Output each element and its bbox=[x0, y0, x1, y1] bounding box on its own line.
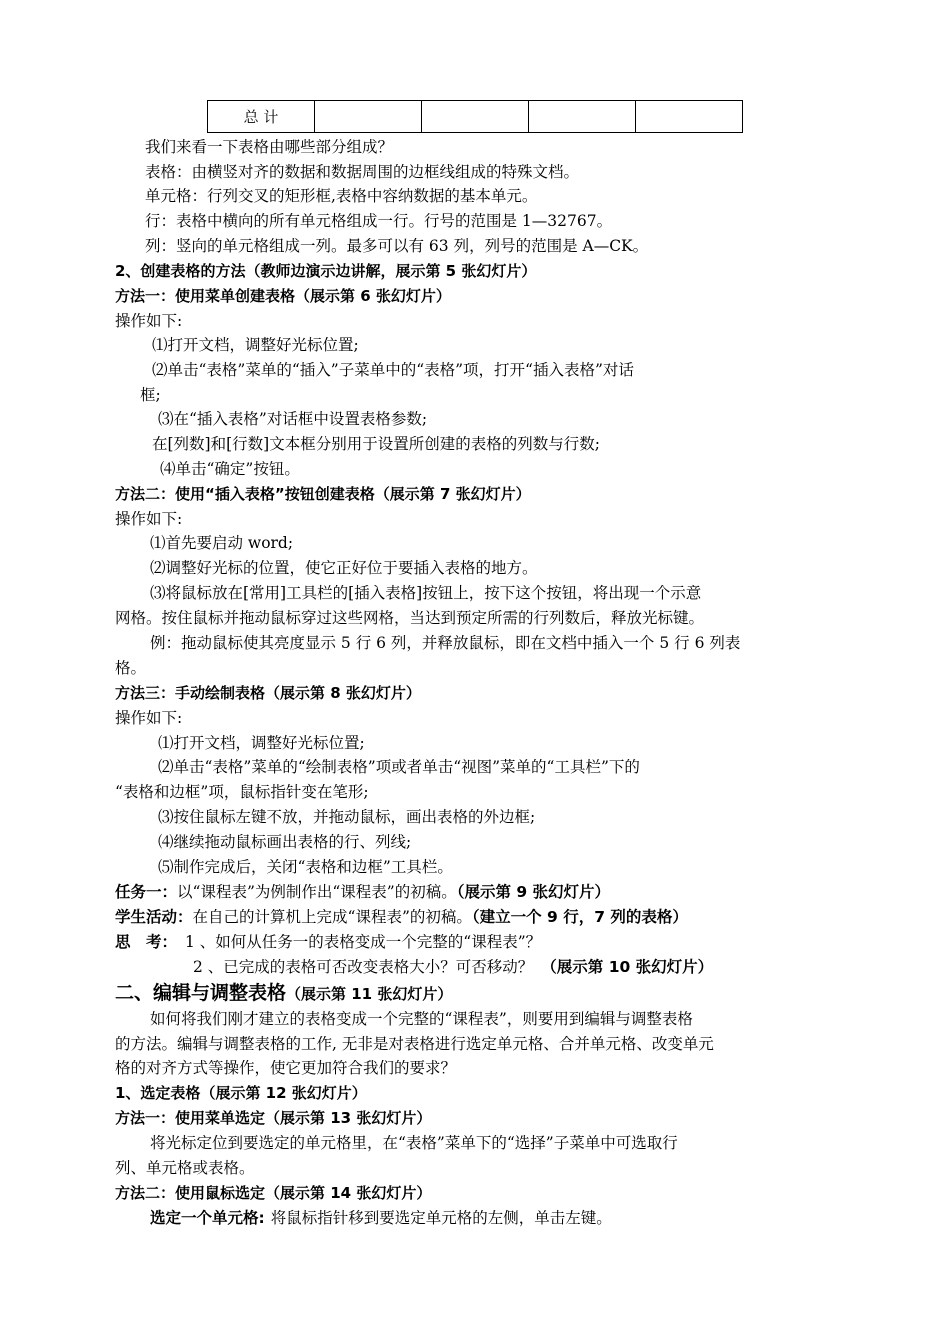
table-cell-total: 总 计 bbox=[208, 101, 315, 133]
paragraph-line: 将光标定位到要选定的单元格里，在“表格”菜单下的“选择”子菜单中可选取行 bbox=[150, 1134, 678, 1152]
paragraph-line: 列：竖向的单元格组成一列。最多可以有 63 列，列号的范围是 A—CK。 bbox=[145, 237, 649, 255]
paragraph-line: 操作如下: bbox=[115, 312, 183, 330]
activity-line bbox=[115, 907, 688, 927]
chapter-title: 二、编辑与调整表格 bbox=[115, 982, 287, 1004]
paragraph-line: “表格和边框”项，鼠标指针变在笔形; bbox=[115, 783, 369, 801]
method-heading: 方法三：手动绘制表格（展示第 8 张幻灯片） bbox=[115, 684, 421, 702]
think-line-2 bbox=[193, 957, 713, 977]
table-cell bbox=[529, 101, 636, 133]
think-slide-note: （展示第 10 张幻灯片） bbox=[541, 958, 714, 976]
list-item: ⑷单击“确定”按钮。 bbox=[160, 460, 300, 478]
method-heading: 方法一：使用菜单创建表格（展示第 6 张幻灯片） bbox=[115, 287, 451, 305]
summary-table bbox=[207, 100, 743, 133]
paragraph-line: 格。 bbox=[115, 659, 147, 677]
task-text: 以“课程表”为例制作出“课程表”的初稿。 bbox=[177, 883, 457, 901]
paragraph-line: 如何将我们刚才建立的表格变成一个完整的“课程表”，则要用到编辑与调整表格 bbox=[150, 1010, 693, 1028]
list-item: ⑴首先要启动 word; bbox=[150, 534, 294, 552]
paragraph-line: 网格。按住鼠标并拖动鼠标穿过这些网格，当达到预定所需的行列数后，释放光标键。 bbox=[115, 609, 705, 627]
list-item: ⑶在“插入表格”对话框中设置表格参数; bbox=[158, 410, 428, 428]
paragraph-line: 列、单元格或表格。 bbox=[115, 1159, 255, 1177]
table-cell bbox=[636, 101, 743, 133]
think-question-1: 1 、如何从任务一的表格变成一个完整的“课程表”？ bbox=[185, 933, 542, 951]
list-item: ⑴打开文档，调整好光标位置; bbox=[158, 734, 365, 752]
chapter-heading bbox=[115, 983, 452, 1004]
paragraph-line: 操作如下: bbox=[115, 510, 183, 528]
paragraph-line: 在[列数]和[行数]文本框分别用于设置所创建的表格的列数与行数; bbox=[152, 435, 600, 453]
select-cell-label: 选定一个单元格: bbox=[150, 1209, 265, 1227]
activity-text: 在自己的计算机上完成“课程表”的初稿。 bbox=[192, 908, 472, 926]
section-heading: 1、选定表格（展示第 12 张幻灯片） bbox=[115, 1084, 367, 1102]
method-heading: 方法一：使用菜单选定（展示第 13 张幻灯片） bbox=[115, 1109, 432, 1127]
list-item: ⑶将鼠标放在[常用]工具栏的[插入表格]按钮上，按下这个按钮，将出现一个示意 bbox=[150, 584, 702, 602]
paragraph-line: 我们来看一下表格由哪些部分组成？ bbox=[145, 138, 394, 156]
think-line bbox=[115, 932, 541, 952]
paragraph-line: 格的对齐方式等操作，使它更加符合我们的要求？ bbox=[115, 1059, 457, 1077]
table-cell bbox=[315, 101, 422, 133]
select-cell-text: 将鼠标指针移到要选定单元格的左侧，单击左键。 bbox=[270, 1209, 612, 1227]
list-item: ⑵单击“表格”菜单的“绘制表格”项或者单击“视图”菜单的“工具栏”下的 bbox=[158, 758, 640, 776]
paragraph-line: 例：拖动鼠标使其亮度显示 5 行 6 列，并释放鼠标，即在文档中插入一个 5 行 6 列表 bbox=[150, 634, 741, 652]
method-heading: 方法二：使用鼠标选定（展示第 14 张幻灯片） bbox=[115, 1184, 432, 1202]
table-cell bbox=[422, 101, 529, 133]
table-row bbox=[208, 101, 743, 133]
method-heading: 方法二：使用“插入表格”按钮创建表格（展示第 7 张幻灯片） bbox=[115, 485, 531, 503]
list-item: ⑴打开文档，调整好光标位置; bbox=[152, 336, 359, 354]
think-question-2: 2 、已完成的表格可否改变表格大小？可否移动？ bbox=[193, 958, 534, 976]
paragraph-line: 行：表格中横向的所有单元格组成一行。行号的范围是 1—32767。 bbox=[145, 212, 613, 230]
list-item: ⑵单击“表格”菜单的“插入”子菜单中的“表格”项，打开“插入表格”对话 bbox=[152, 361, 634, 379]
activity-label: 学生活动： bbox=[115, 908, 193, 926]
select-cell-line bbox=[150, 1208, 612, 1228]
list-item: ⑸制作完成后，关闭“表格和边框”工具栏。 bbox=[158, 858, 453, 876]
paragraph-line: 操作如下: bbox=[115, 709, 183, 727]
paragraph-line: 表格：由横竖对齐的数据和数据周围的边框线组成的特殊文档。 bbox=[145, 163, 580, 181]
task-label: 任务一： bbox=[115, 883, 178, 901]
task-line bbox=[115, 882, 610, 902]
paragraph-line: 框; bbox=[140, 386, 161, 404]
list-item: ⑶按住鼠标左键不放，并拖动鼠标，画出表格的外边框; bbox=[158, 808, 536, 826]
chapter-slide-note: （展示第 11 张幻灯片） bbox=[286, 985, 453, 1003]
think-label: 思 考： bbox=[115, 933, 178, 951]
activity-note: （建立一个 9 行，7 列的表格） bbox=[471, 908, 688, 926]
list-item: ⑷继续拖动鼠标画出表格的行、列线; bbox=[158, 833, 412, 851]
task-slide-note: （展示第 9 张幻灯片） bbox=[456, 883, 611, 901]
paragraph-line: 单元格：行列交叉的矩形框,表格中容纳数据的基本单元。 bbox=[145, 187, 538, 205]
list-item: ⑵调整好光标的位置，使它正好位于要插入表格的地方。 bbox=[150, 559, 538, 577]
section-heading: 2、创建表格的方法（教师边演示边讲解，展示第 5 张幻灯片） bbox=[115, 262, 537, 280]
paragraph-line: 的方法。编辑与调整表格的工作, 无非是对表格进行选定单元格、合并单元格、改变单元 bbox=[115, 1035, 714, 1053]
